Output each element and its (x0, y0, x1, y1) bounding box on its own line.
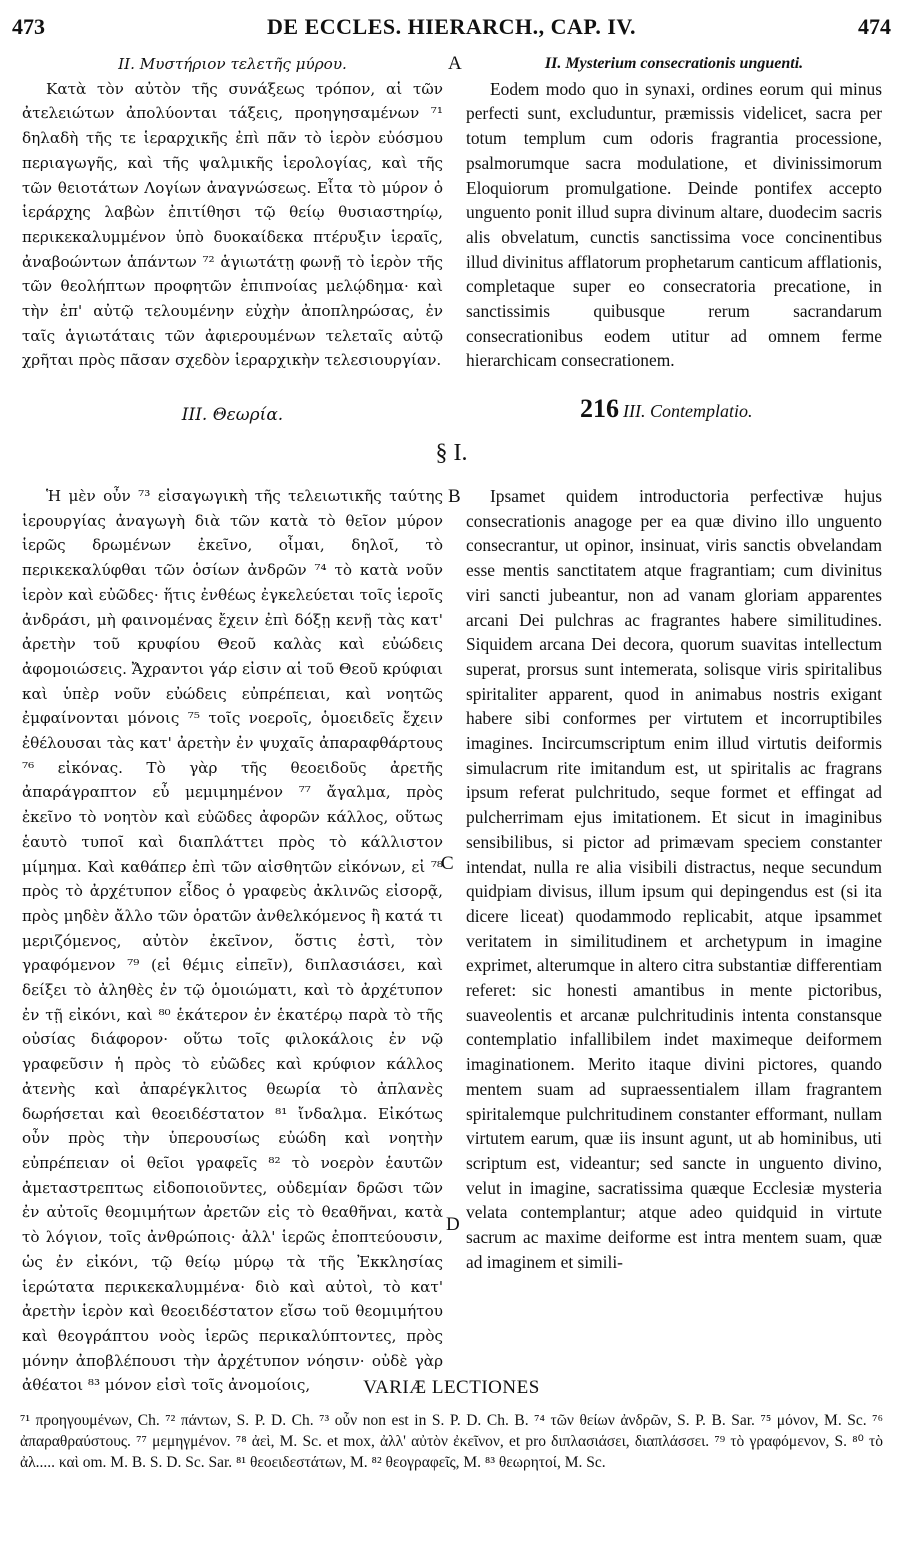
column-number: 216 (580, 394, 619, 423)
contemplatio-heading (580, 394, 752, 424)
variant-readings-heading: VARIÆ LECTIONES (363, 1377, 540, 1398)
margin-marker-c: C (441, 853, 454, 874)
running-title: DE ECCLES. HIERARCH., CAP. IV. (267, 14, 636, 39)
variant-readings-text: ⁷¹ προηγουμένων, Ch. ⁷² πάντων, S. P. D. Ch. ⁷³ οὖν non est in S. P. D. Ch. B. ⁷⁴ τῶν θείων ἀνδρῶν, S. P. B. Sar. ⁷⁵ μόνον, M. Sc. ⁷⁶ ἀπαραθραύστους. ⁷⁷ μεμηγμένον. ⁷⁸ ἀεὶ, M. Sc. et mox, ἀλλ' αὐτὸν ἐκεῖνον, et pro διπλασιάσει, διαπλάσσει. ⁷⁹ τὸ γραφόμενον, S. ⁸⁰ τὸ ἀλ..... καὶ om. M. B. S. D. Sc. Sar. ⁸¹ θεοειδεστάτων, M. ⁸² θεογραφεῖς, M. ⁸³ θεωρητοί, M. Sc. (20, 1412, 883, 1471)
latin-heading-section-3: III. Contemplatio. (623, 401, 753, 421)
greek-column-section-3 (22, 484, 443, 1395)
latin-text-section-3: Ipsamet quidem introductoria perfectivæ hujus consecrationis anagoge per ea quæ divino illo unguento consecrantur, ut opinor, insinuat, viris sanctis obvelandam esse mentis sanctitatem atque fragrantiam; cum divinitus viri sancti jubeantur, non ad vanam gloriam apparentes arcani Dei pulchras ac fragrantes habere similitudines. Siquidem arcana Dei decora, quorum suavitas intellectum superat, prorsus sunt intemerata, solisque viris spiritalibus spiritaliter apparent, quod in animabus nostris exigant habere sibi conformes per virtutem et incorruptibiles imagines. Incircumscriptum enim illud virtutis deiformis simulacrum rite imitandum est, ut spiritalis ac fragrans ipsum referat pulchritudo, seque formet et effingat ad pulcherrimam ejus imitationem. Et sicut in imaginibus sensibilibus, si pictor ad primævam speciem constanter intendat, nulla re alia visibili distractus, neque secundum quidpiam divisus, illum ipsum qui depingendus est (si ita dicere liceat) quodammodo replicabit, atque ipsammet veritatem in similitudinem et archetypum in imagine exprimet, alterumque in altero citra substantiæ differentiam referet: sic honesti amantibus in mente pictoribus, suaveolentis et arcanæ pulchritudinis intenta constansque contemplatio infallibilem indet maximeque deiformem imaginationem. Merito itaque divini pictores, quando mentem suam ad supraessentialem illam fragrantem spiritalemque pulchritudinem constanter efformant, nullam virtutem earum, quæ iis insunt agunt, ut ab hominibus, uti scriptum est, videantur; sed sancte in unguento divino, velut in imagine, sacratissima quæque Ecclesiæ mysteria velata contemplantur; atque adeo quidquid in virtute sacrum ac maxime deiforme est intra mentem suam, quæ ad imaginem et simili- (466, 486, 882, 1272)
latin-column-section-2 (466, 52, 882, 392)
page-number-right: 474 (858, 14, 891, 39)
greek-text-section-2: Κατὰ τὸν αὐτὸν τῆς συνάξεως τρόπον, αἱ τῶν ἀτελειώτων ἀπολύονται τάξεις, προηγησαμένων ⁷¹ δηλαδὴ τῆς τε ἱεραρχικῆς ἐπὶ πᾶν τὸ ἱερὸν εὐόσμου περιαγωγῆς, καὶ τῆς ψαλμικῆς ἱερολογίας, καὶ τῆς τῶν θειοτάτων Λογίων ἀναγνώσεως. Εἶτα τὸ μύρον ὁ ἱεράρχης λαβὼν ἐπιτίθησι τῷ θείῳ θυσιαστηρίῳ, περικεκαλυμμένον ὑπὸ δυοκαίδεκα πτέρυξιν ἱεραῖς, ἀναβοώντων ἁπάντων ⁷² ἁγιωτάτῃ φωνῇ τὸ ἱερὸν τῆς τῶν θεολήπτων προφητῶν ἐπιπνοίας μελῴδημα· καὶ τὴν ἐπ' αὐτῷ τελουμένην εὐχὴν ἀποπληρώσας, ἐν ταῖς ἁγιωτάταις τῶν ἀφιερουμένων τελεταῖς αὐτῷ χρῆται πρὸς πᾶσαν σχεδὸν ἱεραρχικὴν τελεσιουργίαν. (22, 79, 443, 370)
greek-heading-section-2: II. Μυστήριον τελετῆς μύρου. (118, 55, 347, 73)
latin-text-section-2: Eodem modo quo in synaxi, ordines eorum qui minus perfecti sunt, excluduntur, præmissis videlicet, sacra per totum templum cum odoris fragrantia processione, psalmorumque sacra modulatione, et divinissimorum Eloquiorum promulgatione. Deinde pontifex accepto unguento ponit illud supra divinum altare, duodecim sacris alis obvelatum, cunctis sanctissima voce concinentibus illud divinitus afflatorum prophetarum canticum afflationis, completaque super eo consecratoria precatione, in sanctissimis quibusque rerum sacrandarum consecrationibus eodem utitur ad omnem ferme hierarchicam consecrationem. (466, 78, 882, 371)
latin-column-section-3 (466, 484, 882, 1364)
running-header (12, 14, 891, 40)
margin-marker-a: A (448, 53, 462, 74)
page-number-left: 473 (12, 14, 45, 39)
latin-heading-section-2: II. Mysterium consecrationis unguenti. (544, 55, 804, 72)
margin-marker-d: D (446, 1214, 460, 1235)
greek-column-section-2 (22, 52, 443, 402)
margin-marker-b: B (448, 486, 461, 507)
section-mark: § I. (435, 440, 468, 466)
greek-text-section-3: Ἡ μὲν οὖν ⁷³ εἰσαγωγικὴ τῆς τελειωτικῆς ταύτης ἱερουργίας ἀναγωγὴ διὰ τῶν κατὰ τὸ θεῖον μύρον ἱερῶς δρωμένων ἐκεῖνο, οἶμαι, δηλοῖ, τὸ περικεκαλύφθαι τῶν ὁσίων ἀνδρῶν ⁷⁴ τὸ κατὰ νοῦν ἱερὸν καὶ εὐῶδες· ἥτις ἐνθέως ἐγκελεύεται τοῖς ἱεροῖς ἀνδράσι, μὴ φαινομένας ἔχειν ἐπὶ δόξῃ κενῇ τὰς κατ' ἀρετὴν τοῦ κρυφίου Θεοῦ καλὰς καὶ εὐώδεις ἀφομοιώσεις. Ἄχραντοι γάρ εἰσιν αἱ τοῦ Θεοῦ κρύφιαι καὶ ὑπὲρ νοῦν εὐώδεις εὐπρέπειαι, καὶ νοητῶς ἐμφαίνονται μόνοις ⁷⁵ τοῖς νοεροῖς, ὁμοειδεῖς ἔχειν ἐθέλουσαι τὰς κατ' ἀρετὴν ἐν ψυχαῖς ἀπαραφθάρτους ⁷⁶ εἰκόνας. Τὸ γὰρ τῆς θεοειδοῦς ἀρετῆς ἀπαράγραπτον εὖ μεμιμημένον ⁷⁷ ἄγαλμα, πρὸς ἐκεῖνο τὸ νοητὸν καὶ εὐῶδες ἀφορῶν κάλλος, οὕτως ἑαυτὸ τυποῖ καὶ διαπλάττει πρὸς τὸ κάλλιστον μίμημα. Καὶ καθάπερ ἐπὶ τῶν αἰσθητῶν εἰκόνων, εἰ ⁷⁸ πρὸς τὸ ἀρχέτυπον εἶδος ὁ γραφεὺς ἀκλινῶς εἰσορᾷ, πρὸς μηδὲν ἄλλο τῶν ὁρατῶν ἀνθελκόμενος ἢ κατά τι μεριζόμενος, αὐτὸν ἐκεῖνον, ὅστις ἐστὶ, τὸν γραφόμενον ⁷⁹ (εἰ θέμις εἰπεῖν), διπλασιάσει, καὶ δείξει τὸ ἀληθὲς ἐν τῷ ὁμοιώματι, καὶ τὸ ἀρχέτυπον ἐν τῇ εἰκόνι, καὶ ⁸⁰ ἑκάτερον ἐν ἑκατέρῳ παρὰ τὸ τῆς οὐσίας διάφορον· οὕτω τοῖς φιλοκάλοις ἐν νῷ γραφεῦσιν ἡ πρὸς τὸ εὐῶδες καὶ κρύφιον κάλλος ἀτενὴς καὶ ἀπαρέγκλιτος θεωρία τὸ ἀπλανὲς δωρήσεται καὶ θεοειδέστατον ⁸¹ ἴνδαλμα. Εἰκότως οὖν πρὸς τὴν ὑπερουσίως εὐώδη καὶ νοητὴν εὐπρέπειαν οἱ θεῖοι γραφεῖς ⁸² τὸ νοερὸν ἑαυτῶν ἀμεταστρεπτως εἰδοποιοῦντες, οὐδεμίαν δρῶσι τῶν ἐν αὐτοῖς θεομιμήτων ἀρετῶν εἰς τὸ θεαθῆναι, κατὰ τὸ λόγιον, τοῖς ἀνθρώποις· ἀλλ' ἱερῶς ἐποπτεύουσιν, ὡς ἐν εἰκόνι, τῷ θείῳ μύρῳ τὰ τῆς Ἐκκλησίας ἱερώτατα περικεκαλυμμένα· διὸ καὶ αὐτοὶ, τὸ κατ' ἀρετὴν ἱερὸν καὶ θεοειδέστατον εἴσω τοῦ θεομιμήτου καὶ θεογράπτου νοὸς ἱερῶς περικαλύπτοντες, πρὸς μόνην ἀποβλέπουσι τὴν ἀρχέτυπον νόησιν· οὐδὲ γὰρ ἀθέατοι ⁸³ μόνον εἰσὶ τοῖς ἀνομοίοις, (22, 487, 443, 1395)
greek-heading-section-3: III. Θεωρία. (181, 405, 284, 425)
